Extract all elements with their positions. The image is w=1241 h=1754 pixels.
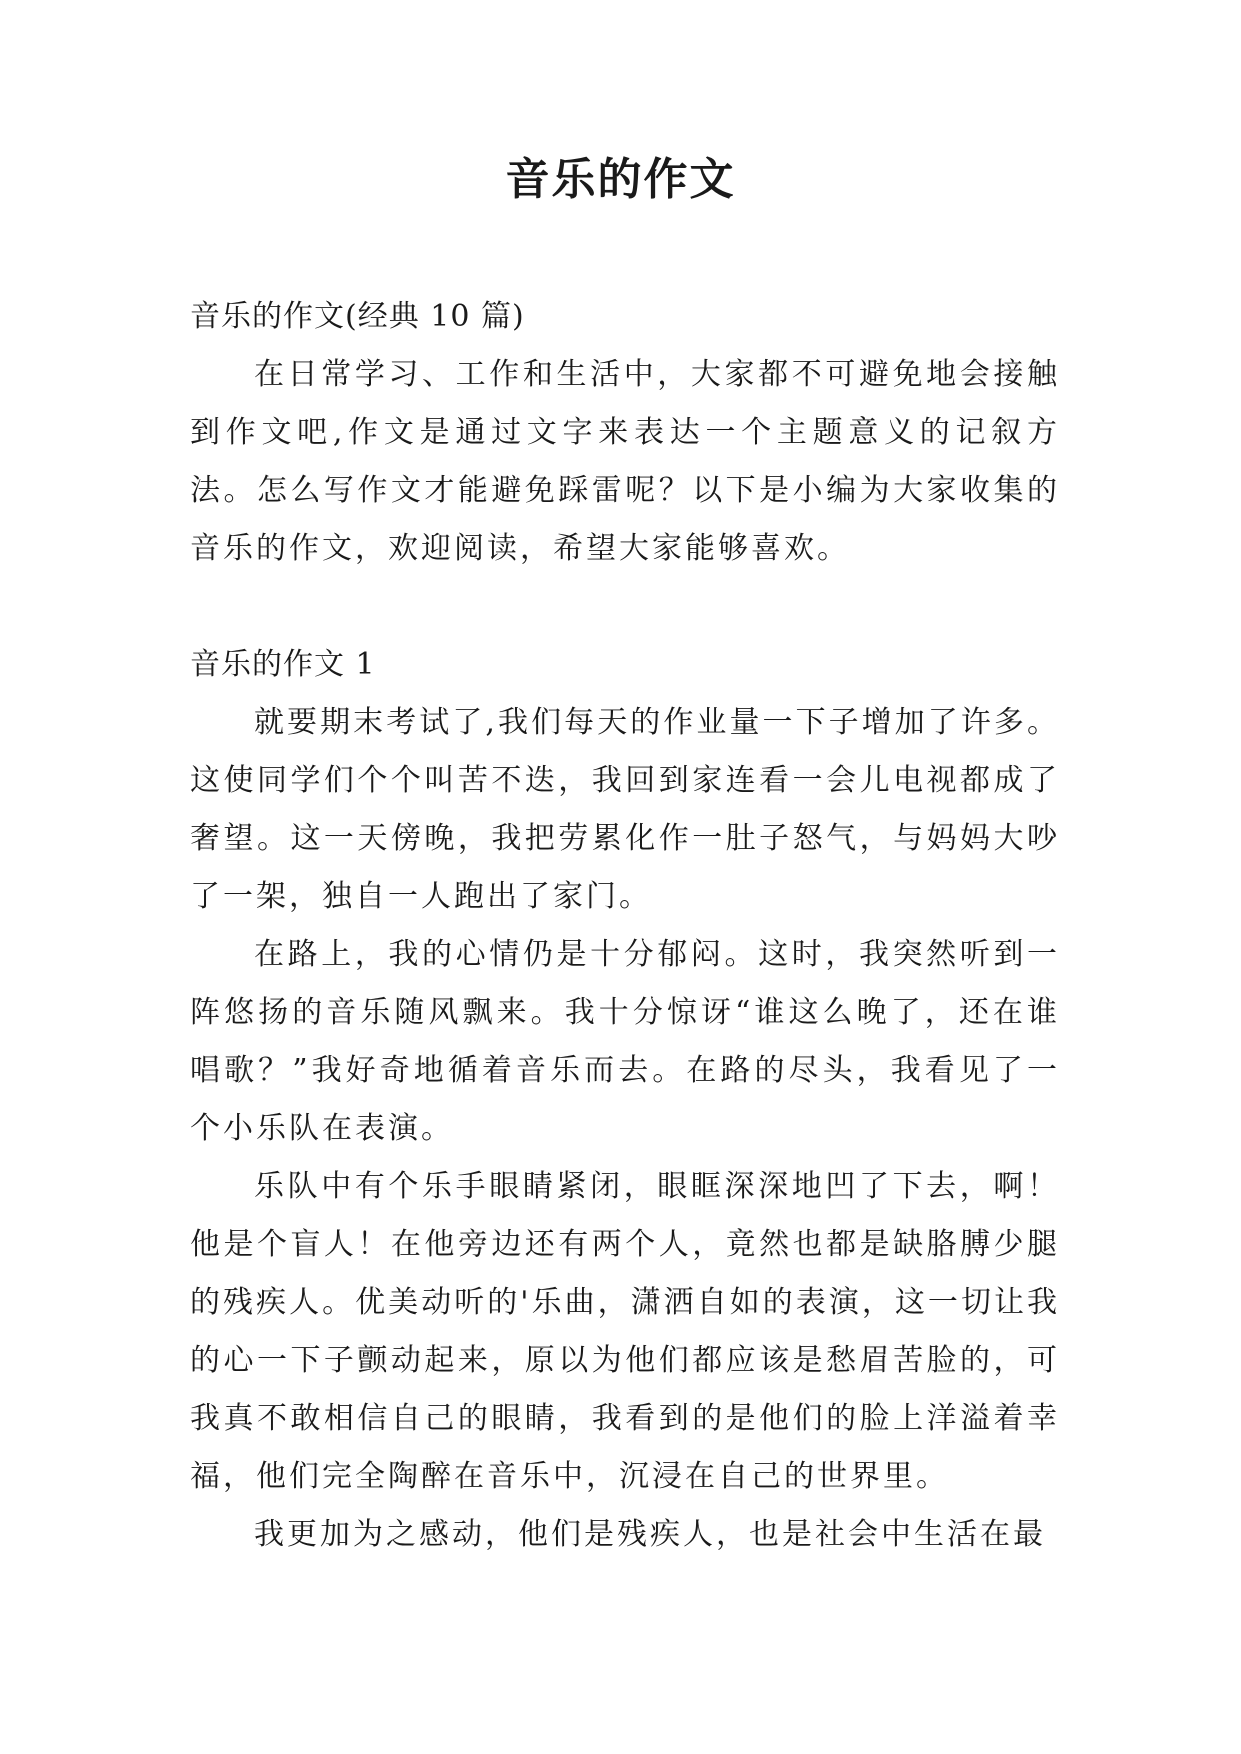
intro-paragraph: 在日常学习、工作和生活中，大家都不可避免地会接触到作文吧,作文是通过文字来表达一个主题意义的记叙方法。怎么写作文才能避免踩雷呢？以下是小编为大家收集的音乐的作文，欢迎阅读，希望大家能够喜欢。 — [190, 357, 1060, 566]
body-paragraph-3: 乐队中有个乐手眼睛紧闭，眼眶深深地凹了下去，啊！他是个盲人！在他旁边还有两个人，竟然也都是缺胳膊少腿的残疾人。优美动听的'乐曲，潇洒自如的表演，这一切让我的心一下子颤动起来，原以为他们都应该是愁眉苦脸的，可我真不敢相信自己的眼睛，我看到的是他们的脸上洋溢着幸福，他们完全陶醉在音乐中，沉浸在自己的世界里。 — [190, 1169, 1060, 1494]
body-paragraph-1: 就要期末考试了,我们每天的作业量一下子增加了许多。这使同学们个个叫苦不迭，我回到家连看一会儿电视都成了奢望。这一天傍晚，我把劳累化作一肚子怒气，与妈妈大吵了一架，独自一人跑出了家门。 — [190, 705, 1060, 914]
section-gap — [190, 578, 1060, 636]
document-body — [190, 288, 1060, 1564]
document-title: 音乐的作文 — [505, 154, 736, 205]
body-paragraph-4: 我更加为之感动，他们是残疾人，也是社会中生活在最 — [254, 1517, 1046, 1552]
document-subtitle: 音乐的作文(经典 10 篇) — [190, 299, 525, 334]
body-paragraph-2: 在路上，我的心情仍是十分郁闷。这时，我突然听到一阵悠扬的音乐随风飘来。我十分惊讶“谁这么晚了，还在谁唱歌？”我好奇地循着音乐而去。在路的尽头，我看见了一个小乐队在表演。 — [190, 937, 1060, 1146]
section-heading: 音乐的作文 1 — [190, 647, 376, 682]
